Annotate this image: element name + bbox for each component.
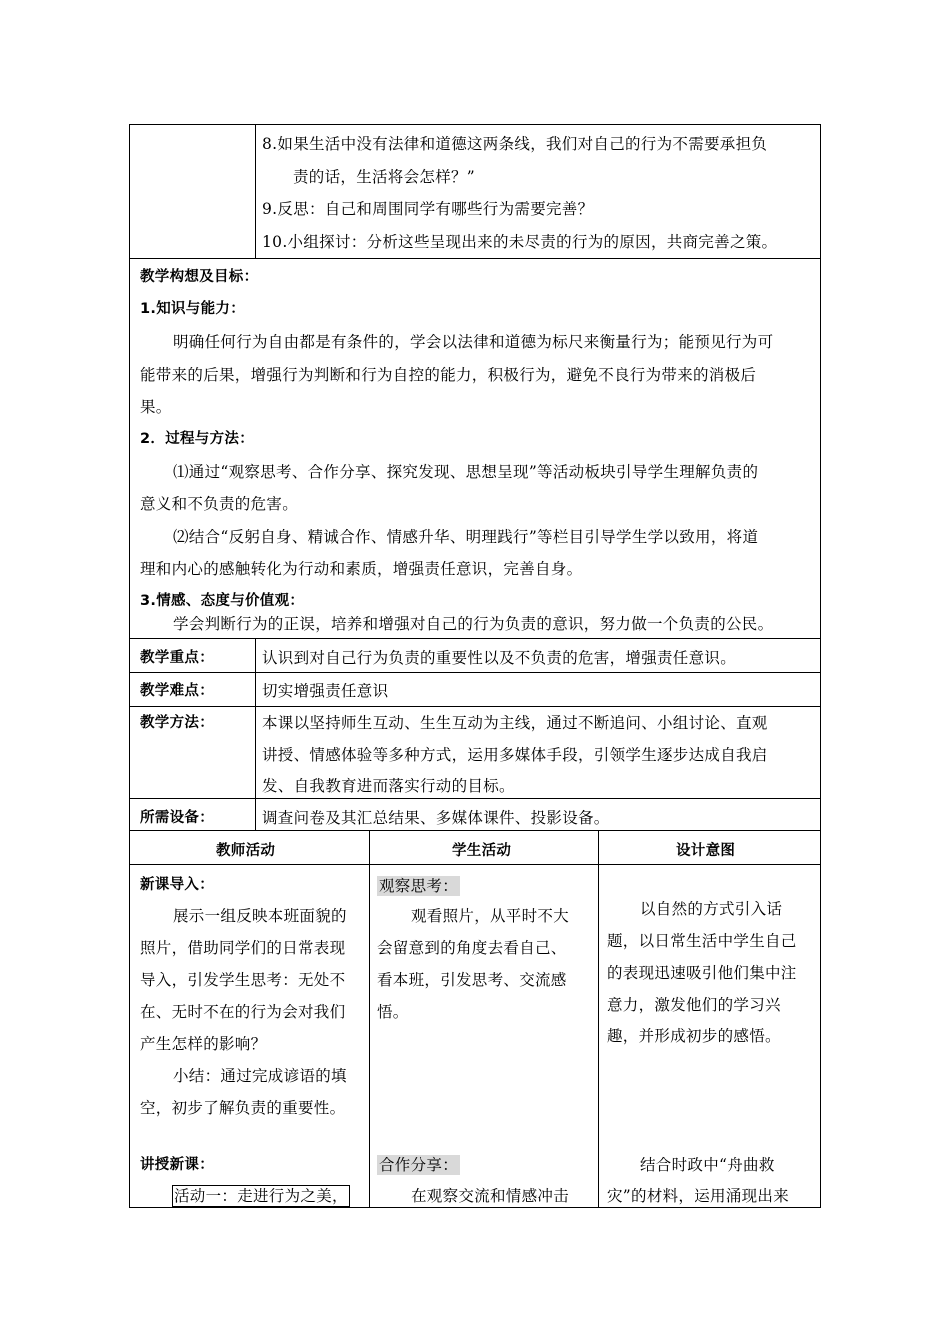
row-divider	[129, 672, 821, 673]
design-intent-line: 结合时政中“舟曲救	[640, 1156, 775, 1174]
method-line: 本课以坚持师生互动、生生互动为主线，通过不断追问、小组讨论、直观	[262, 714, 768, 732]
design-intent-line: 意力，激发他们的学习兴	[607, 996, 781, 1014]
goal-2-line: ⑵结合“反躬自身、精诚合作、情感升华、明理践行”等栏目引导学生学以致用，将道	[173, 528, 759, 546]
teacher-intro-line: 产生怎样的影响？	[140, 1035, 267, 1053]
teacher-intro-line: 导入，引发学生思考：无处不	[140, 971, 346, 989]
intro-section-title: 新课导入：	[140, 877, 214, 893]
design-intent-line: 灾”的材料，运用涌现出来	[607, 1187, 790, 1205]
info-column-divider	[255, 638, 256, 830]
goal-2-line: 理和内心的感触转化为行动和素质，增强责任意识，完善自身。	[140, 560, 583, 578]
row-divider	[129, 864, 821, 865]
design-intent-line: 趣，并形成初步的感悟。	[607, 1027, 781, 1045]
difficulty-label: 教学难点：	[140, 683, 214, 699]
difficulty-value: 切实增强责任意识	[262, 682, 389, 700]
student-share-line: 在观察交流和情感冲击	[411, 1187, 570, 1205]
teacher-summary-line: 小结：通过完成谚语的填	[173, 1067, 347, 1085]
focus-label: 教学重点：	[140, 650, 214, 666]
table-bottom-border	[129, 1207, 821, 1208]
student-observe-line: 观看照片，从平时不大	[411, 907, 570, 925]
row-divider	[129, 830, 821, 831]
question-10: 10.小组探讨：分析这些呈现出来的未尽责的行为的原因，共商完善之策。	[262, 233, 778, 251]
row-divider	[129, 638, 821, 639]
teacher-intro-line: 照片，借助同学们的日常表现	[140, 939, 346, 957]
column-header-student: 学生活动	[452, 843, 512, 859]
observe-think-tag: 观察思考：	[379, 877, 459, 895]
activity-column-divider	[369, 830, 370, 1208]
teacher-summary-line: 空，初步了解负责的重要性。	[140, 1099, 346, 1117]
student-observe-line: 会留意到的角度去看自己、	[377, 939, 567, 957]
row-divider	[129, 706, 821, 707]
row-divider	[129, 798, 821, 799]
activity-1-label: 活动一：走进行为之美，	[174, 1187, 348, 1205]
activity-column-divider	[598, 830, 599, 1208]
cooperate-share-tag: 合作分享：	[379, 1156, 459, 1174]
goal-2-title: 2．过程与方法：	[140, 431, 254, 447]
student-observe-line: 看本班，引发思考、交流感	[377, 971, 567, 989]
question-8-line-2: 责的话，生活将会怎样？”	[293, 168, 476, 186]
design-intent-line: 以自然的方式引入话	[640, 900, 783, 918]
design-intent-line: 的表现迅速吸引他们集中注	[607, 964, 797, 982]
goal-1-line: 果。	[140, 398, 172, 416]
focus-value: 认识到对自己行为负责的重要性以及不负责的危害，增强责任意识。	[262, 649, 737, 667]
student-observe-line: 悟。	[377, 1003, 409, 1021]
goal-3-title: 3.情感、态度与价值观：	[140, 593, 305, 609]
teacher-intro-line: 在、无时不在的行为会对我们	[140, 1003, 346, 1021]
question-9: 9.反思：自己和周围同学有哪些行为需要完善？	[262, 200, 594, 218]
equipment-value: 调查问卷及其汇总结果、多媒体课件、投影设备。	[262, 809, 610, 827]
new-lesson-title: 讲授新课：	[140, 1157, 214, 1173]
row-divider	[129, 258, 821, 259]
goal-2-line: ⑴通过“观察思考、合作分享、探究发现、思想呈现”等活动板块引导学生理解负责的	[173, 463, 759, 481]
goal-2-line: 意义和不负责的危害。	[140, 495, 299, 513]
goal-3-line: 学会判断行为的正误，培养和增强对自己的行为负责的意识，努力做一个负责的公民。	[173, 615, 774, 633]
column-header-design: 设计意图	[676, 843, 736, 859]
table-top-border	[129, 124, 821, 125]
intro-column-divider	[255, 124, 256, 258]
design-intent-line: 题，以日常生活中学生自己	[607, 932, 797, 950]
goal-1-line: 能带来的后果，增强行为判断和行为自控的能力，积极行为，避免不良行为带来的消极后	[140, 366, 757, 384]
question-8-line-1: 8.如果生活中没有法律和道德这两条线，我们对自己的行为不需要承担负	[262, 135, 768, 153]
method-line: 讲授、情感体验等多种方式，运用多媒体手段，引领学生逐步达成自我启	[262, 746, 768, 764]
method-line: 发、自我教育进而落实行动的目标。	[262, 777, 515, 795]
teacher-intro-line: 展示一组反映本班面貌的	[173, 907, 347, 925]
goals-heading: 教学构想及目标：	[140, 269, 259, 285]
column-header-teacher: 教师活动	[216, 843, 276, 859]
method-label: 教学方法：	[140, 715, 214, 731]
equipment-label: 所需设备：	[140, 810, 214, 826]
goal-1-line: 明确任何行为自由都是有条件的，学会以法律和道德为标尺来衡量行为；能预见行为可	[173, 333, 774, 351]
goal-1-title: 1.知识与能力：	[140, 301, 245, 317]
